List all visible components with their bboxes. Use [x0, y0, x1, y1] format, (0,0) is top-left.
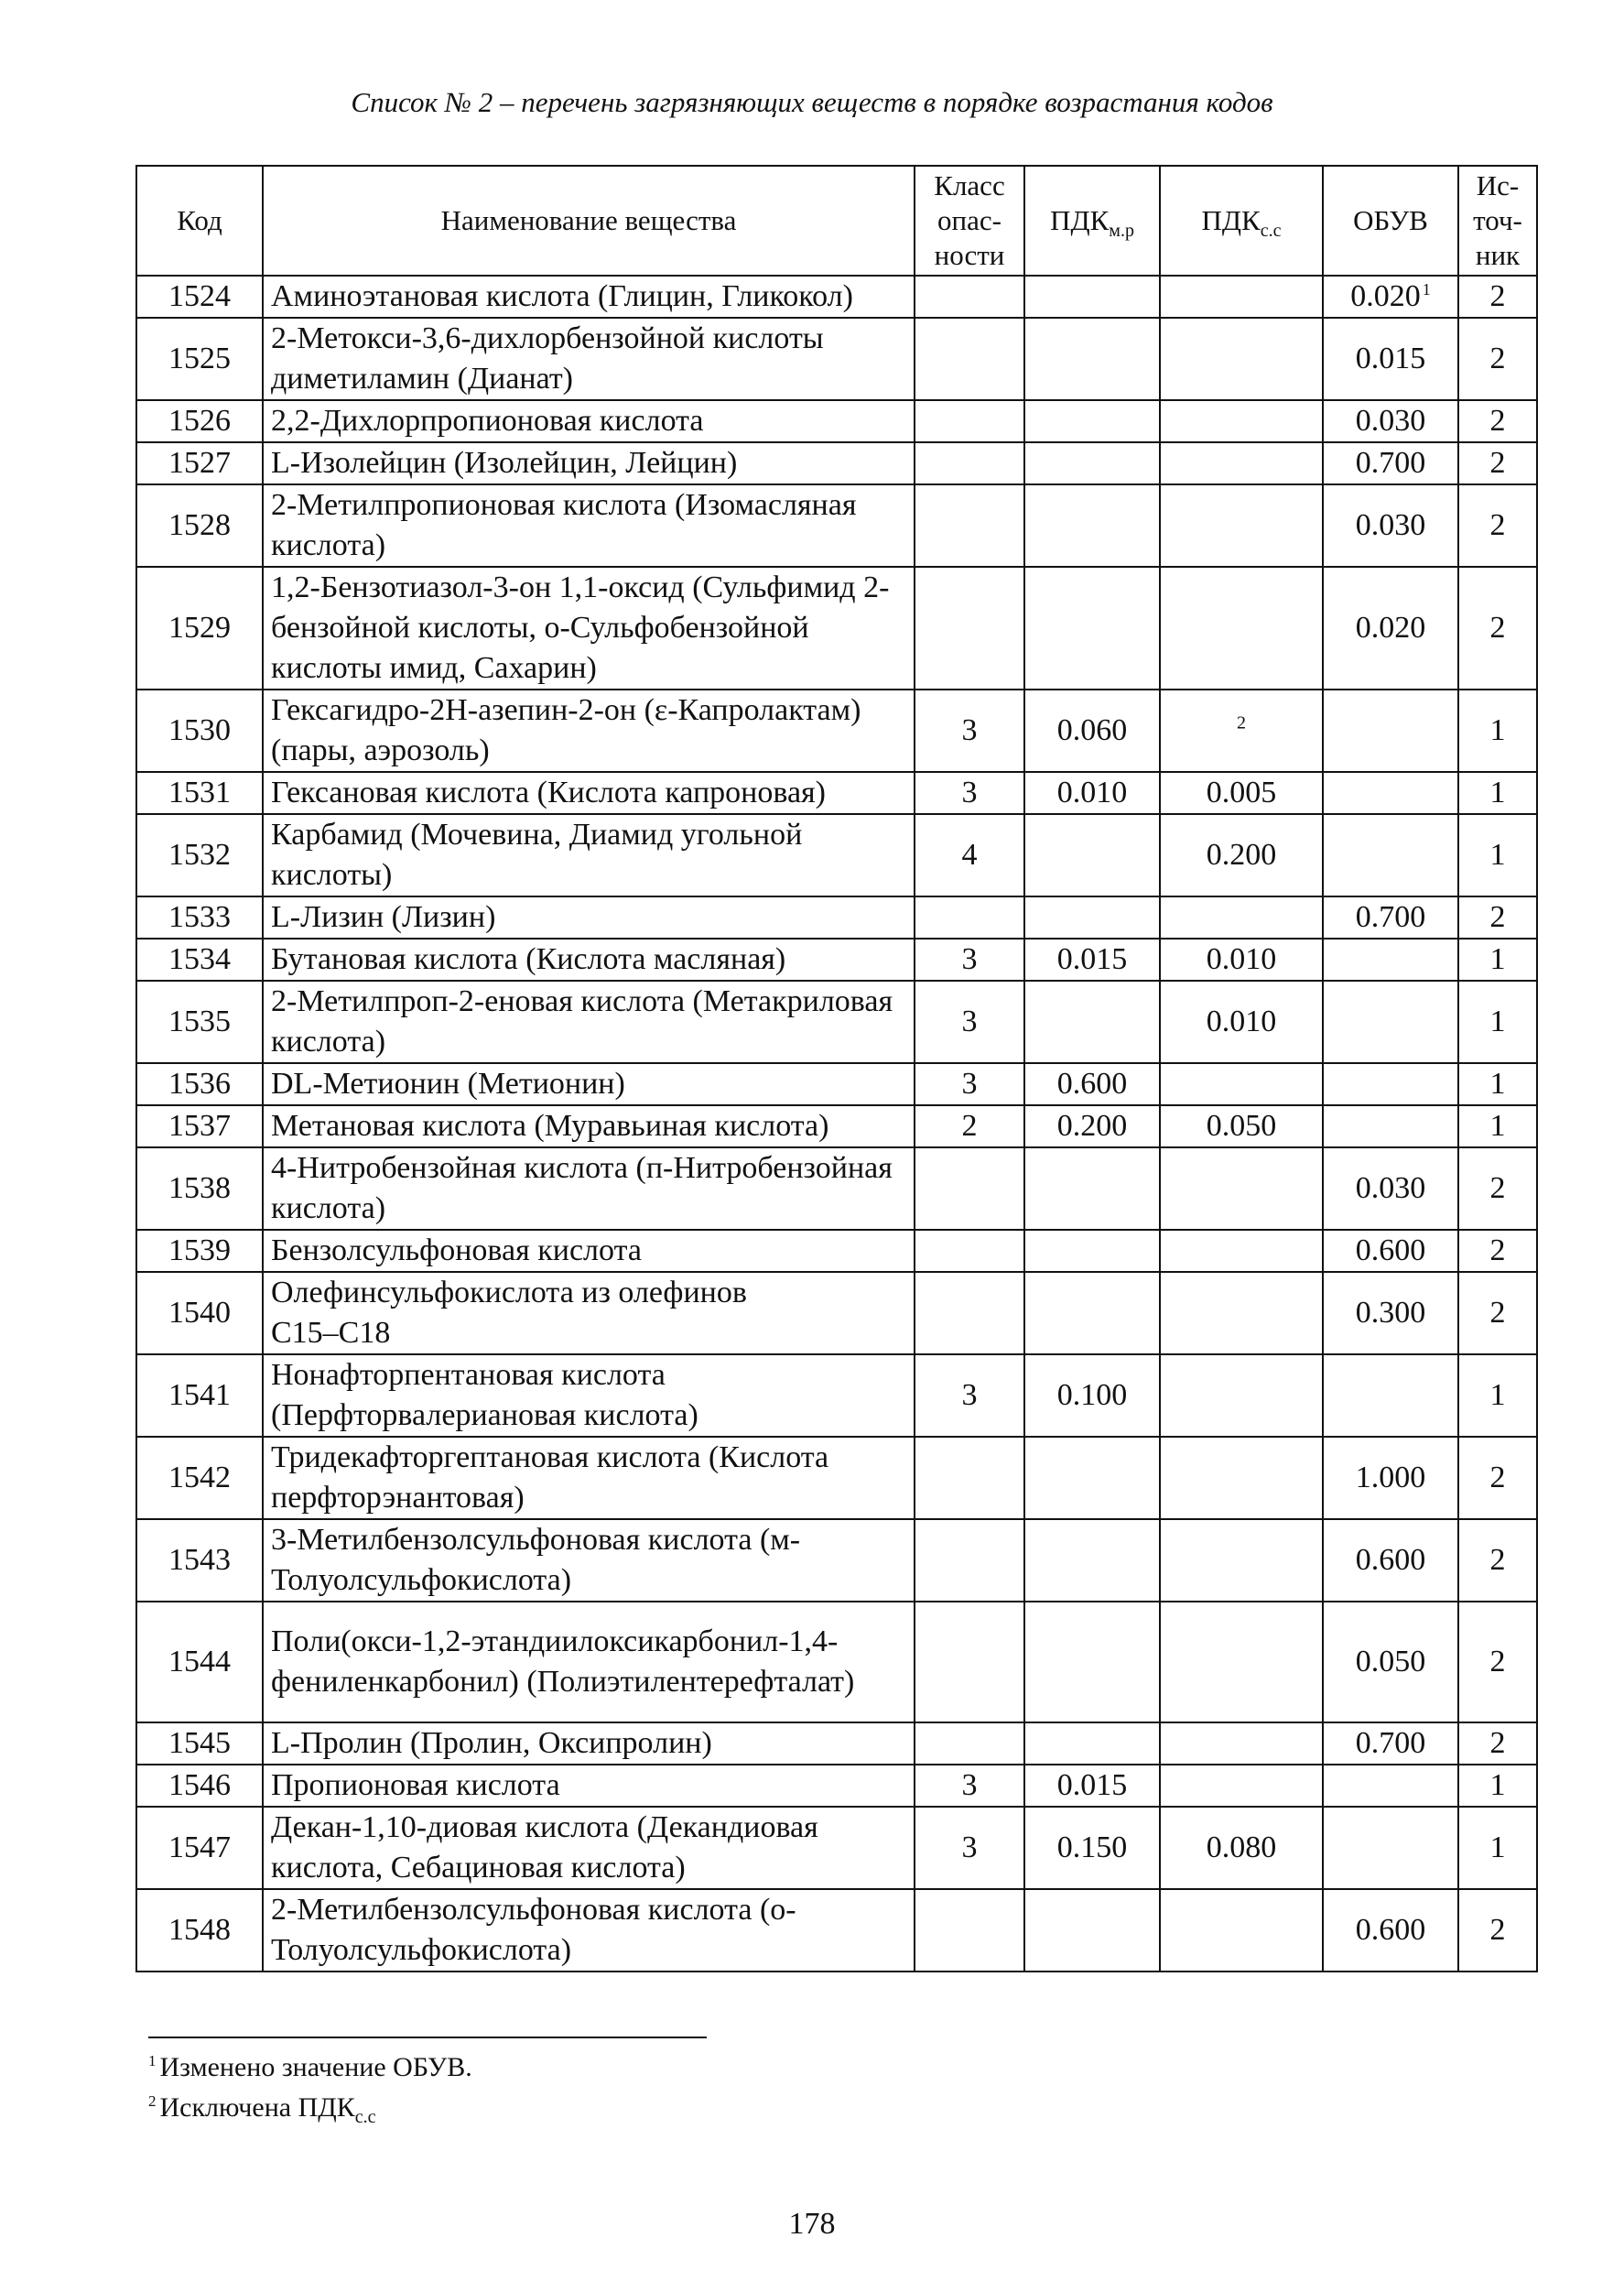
- cell-pdk-mr: [1024, 896, 1160, 939]
- cell-name: [263, 318, 915, 400]
- cell-pdk-ss: [1160, 1230, 1323, 1272]
- footnote-marker: 1: [1422, 279, 1431, 299]
- header-obuv: ОБУВ: [1323, 166, 1458, 276]
- cell-name: [263, 1437, 915, 1519]
- cell-pdk-mr: [1024, 276, 1160, 318]
- cell-code: 1529: [136, 567, 263, 690]
- cell-obuv: [1323, 442, 1458, 484]
- cell-obuv: [1323, 1722, 1458, 1765]
- cell-pdk-mr: [1024, 814, 1160, 896]
- cell-hazard-class: [915, 567, 1024, 690]
- cell-name: [263, 442, 915, 484]
- cell-hazard-class: 3: [915, 939, 1024, 981]
- table-row: [136, 1063, 1537, 1105]
- substance-name: Тридекафторгептановая кислота (Кислота перфторэнантовая): [271, 1440, 829, 1515]
- obuv-value: 0.015: [1355, 342, 1426, 375]
- cell-pdk-mr: [1024, 981, 1160, 1063]
- cell-hazard-class: 4: [915, 814, 1024, 896]
- cell-pdk-ss: [1160, 772, 1323, 814]
- cell-name: [263, 400, 915, 442]
- cell-source: 1: [1458, 1063, 1537, 1105]
- cell-code: 1524: [136, 276, 263, 318]
- cell-pdk-ss: [1160, 1889, 1323, 1972]
- substance-name: Гексагидро-2Н-азепин-2-он (ε-Капролактам) (пары, аэрозоль): [271, 693, 861, 767]
- cell-pdk-mr: [1024, 1437, 1160, 1519]
- substance-name: 2-Метилпроп-2-еновая кислота (Метакриловая кислота): [271, 984, 893, 1059]
- obuv-value: 0.700: [1355, 900, 1426, 934]
- obuv-value: 0.030: [1355, 1171, 1426, 1205]
- cell-code: 1531: [136, 772, 263, 814]
- cell-name: [263, 1272, 915, 1354]
- substance-name: Метановая кислота (Муравьиная кислота): [271, 1109, 829, 1143]
- cell-source: 2: [1458, 1602, 1537, 1722]
- table-row: [136, 276, 1537, 318]
- cell-name: [263, 939, 915, 981]
- cell-hazard-class: [915, 896, 1024, 939]
- cell-source: 1: [1458, 690, 1537, 772]
- cell-obuv: [1323, 318, 1458, 400]
- substance-name: Пропионовая кислота: [271, 1768, 560, 1802]
- cell-obuv: [1323, 1105, 1458, 1147]
- cell-pdk-ss: [1160, 442, 1323, 484]
- cell-source: 2: [1458, 484, 1537, 567]
- cell-source: 2: [1458, 1889, 1537, 1972]
- substance-name: Карбамид (Мочевина, Диамид угольной кислоты): [271, 818, 803, 892]
- obuv-value: 0.030: [1355, 404, 1426, 438]
- cell-code: 1528: [136, 484, 263, 567]
- cell-pdk-mr: 0.015: [1024, 939, 1160, 981]
- cell-pdk-mr: [1024, 318, 1160, 400]
- substance-name: 2-Метилпропионовая кислота (Изомасляная кислота): [271, 488, 857, 562]
- cell-code: 1536: [136, 1063, 263, 1105]
- table-row: [136, 400, 1537, 442]
- cell-pdk-mr: [1024, 1722, 1160, 1765]
- cell-pdk-mr: 0.100: [1024, 1354, 1160, 1437]
- header-code: Код: [136, 166, 263, 276]
- cell-pdk-ss: [1160, 318, 1323, 400]
- cell-pdk-ss: [1160, 981, 1323, 1063]
- cell-pdk-ss: [1160, 1437, 1323, 1519]
- cell-code: 1535: [136, 981, 263, 1063]
- cell-name: [263, 814, 915, 896]
- cell-source: 1: [1458, 814, 1537, 896]
- cell-name: [263, 1230, 915, 1272]
- table-row: [136, 1722, 1537, 1765]
- table-row: [136, 1147, 1537, 1230]
- cell-source: 1: [1458, 1354, 1537, 1437]
- cell-obuv: [1323, 400, 1458, 442]
- cell-hazard-class: [915, 484, 1024, 567]
- cell-pdk-mr: [1024, 1889, 1160, 1972]
- cell-hazard-class: 3: [915, 772, 1024, 814]
- cell-pdk-ss: [1160, 1602, 1323, 1722]
- table-row: [136, 1807, 1537, 1889]
- cell-obuv: [1323, 276, 1458, 318]
- cell-hazard-class: [915, 1722, 1024, 1765]
- cell-pdk-mr: [1024, 1519, 1160, 1602]
- substance-name: Нонафторпентановая кислота (Перфторвалериановая кислота): [271, 1358, 698, 1432]
- obuv-value: 0.020: [1355, 611, 1426, 645]
- cell-source: 2: [1458, 1437, 1537, 1519]
- table-row: [136, 1889, 1537, 1972]
- pdk-ss-value: 0.080: [1206, 1830, 1277, 1864]
- substance-name: Гексановая кислота (Кислота капроновая): [271, 776, 827, 809]
- cell-name: [263, 1105, 915, 1147]
- cell-obuv: [1323, 1354, 1458, 1437]
- page-number: 178: [788, 2207, 836, 2241]
- cell-code: 1538: [136, 1147, 263, 1230]
- substances-table: [135, 165, 1538, 1972]
- cell-code: 1545: [136, 1722, 263, 1765]
- pdk-ss-value: 0.010: [1206, 942, 1277, 976]
- substance-name: Бензолсульфоновая кислота: [271, 1233, 642, 1267]
- cell-hazard-class: 3: [915, 1063, 1024, 1105]
- cell-pdk-ss: [1160, 1272, 1323, 1354]
- cell-code: 1544: [136, 1602, 263, 1722]
- cell-code: 1527: [136, 442, 263, 484]
- table-row: [136, 939, 1537, 981]
- cell-code: 1543: [136, 1519, 263, 1602]
- cell-code: 1546: [136, 1765, 263, 1807]
- cell-code: 1548: [136, 1889, 263, 1972]
- cell-name: [263, 1354, 915, 1437]
- cell-obuv: [1323, 1807, 1458, 1889]
- substance-name: Декан-1,10-диовая кислота (Декандиовая кислота, Себациновая кислота): [271, 1810, 818, 1885]
- cell-hazard-class: [915, 1147, 1024, 1230]
- table-row: [136, 1105, 1537, 1147]
- cell-pdk-ss: [1160, 1354, 1323, 1437]
- substance-name: 1,2-Бензотиазол-3-он 1,1-оксид (Сульфимид 2-бензойной кислоты, о-Сульфобензойной кислоты имид, Сахарин): [271, 570, 890, 685]
- obuv-value: 0.700: [1355, 1726, 1426, 1760]
- table-row: [136, 1354, 1537, 1437]
- cell-source: 1: [1458, 981, 1537, 1063]
- obuv-value: 0.600: [1355, 1913, 1426, 1947]
- cell-hazard-class: [915, 1437, 1024, 1519]
- table-row: [136, 1272, 1537, 1354]
- cell-name: [263, 1765, 915, 1807]
- cell-code: 1525: [136, 318, 263, 400]
- cell-pdk-mr: 0.010: [1024, 772, 1160, 814]
- table-row: [136, 442, 1537, 484]
- table-row: [136, 1230, 1537, 1272]
- cell-source: 2: [1458, 400, 1537, 442]
- cell-pdk-ss: [1160, 276, 1323, 318]
- cell-name: [263, 1722, 915, 1765]
- cell-pdk-ss: [1160, 1063, 1323, 1105]
- substance-name: Аминоэтановая кислота (Глицин, Гликокол): [271, 279, 853, 313]
- cell-obuv: [1323, 1063, 1458, 1105]
- cell-obuv: [1323, 896, 1458, 939]
- cell-pdk-mr: [1024, 1147, 1160, 1230]
- cell-obuv: [1323, 1230, 1458, 1272]
- footnote-1: $^1$ Изменено значение ОБУВ.: [148, 2052, 472, 2082]
- cell-obuv: [1323, 484, 1458, 567]
- cell-name: [263, 1889, 915, 1972]
- cell-source: 2: [1458, 1147, 1537, 1230]
- cell-code: 1539: [136, 1230, 263, 1272]
- cell-source: 2: [1458, 276, 1537, 318]
- cell-pdk-mr: 0.060: [1024, 690, 1160, 772]
- cell-pdk-ss: [1160, 484, 1323, 567]
- cell-pdk-ss: [1160, 896, 1323, 939]
- substance-name: 2-Метилбензолсульфоновая кислота (о-Толуолсульфокислота): [271, 1893, 796, 1967]
- obuv-value: 1.000: [1355, 1461, 1426, 1494]
- cell-hazard-class: 3: [915, 1765, 1024, 1807]
- cell-hazard-class: [915, 1272, 1024, 1354]
- cell-source: 2: [1458, 1722, 1537, 1765]
- cell-name: [263, 1602, 915, 1722]
- cell-code: 1534: [136, 939, 263, 981]
- cell-name: [263, 772, 915, 814]
- cell-code: 1540: [136, 1272, 263, 1354]
- cell-pdk-mr: [1024, 1272, 1160, 1354]
- cell-pdk-mr: [1024, 1230, 1160, 1272]
- pdk-ss-value: 0.200: [1206, 838, 1277, 872]
- obuv-value: 0.050: [1355, 1645, 1426, 1678]
- obuv-value: 0.600: [1355, 1233, 1426, 1267]
- footnotes: [148, 2048, 472, 2128]
- cell-obuv: [1323, 1272, 1458, 1354]
- pdk-ss-value: 0.005: [1206, 776, 1277, 809]
- cell-code: 1530: [136, 690, 263, 772]
- substance-name-tail: C15–C18: [271, 1316, 391, 1350]
- substance-name: 2,2-Дихлорпропионовая кислота: [271, 404, 704, 438]
- obuv-value: 0.030: [1355, 508, 1426, 542]
- cell-source: 2: [1458, 1230, 1537, 1272]
- header-hazard-class: Класс опас- ности: [915, 166, 1024, 276]
- cell-name: [263, 1519, 915, 1602]
- table-row: [136, 1519, 1537, 1602]
- obuv-value: 0.300: [1355, 1296, 1426, 1330]
- cell-obuv: [1323, 1437, 1458, 1519]
- cell-pdk-mr: 0.015: [1024, 1765, 1160, 1807]
- cell-pdk-ss: [1160, 1519, 1323, 1602]
- cell-code: 1526: [136, 400, 263, 442]
- cell-source: 2: [1458, 442, 1537, 484]
- cell-obuv: [1323, 1519, 1458, 1602]
- header-source: Ис- точ- ник: [1458, 166, 1537, 276]
- cell-hazard-class: 3: [915, 1807, 1024, 1889]
- cell-pdk-ss: [1160, 814, 1323, 896]
- cell-pdk-mr: [1024, 567, 1160, 690]
- substance-name: 2-Метокси-3,6-дихлорбензойной кислоты диметиламин (Дианат): [271, 321, 824, 396]
- cell-pdk-mr: 0.200: [1024, 1105, 1160, 1147]
- cell-code: 1541: [136, 1354, 263, 1437]
- substance-name: DL-Метионин (Метионин): [271, 1067, 625, 1101]
- cell-obuv: [1323, 690, 1458, 772]
- table-row: [136, 814, 1537, 896]
- cell-name: [263, 1147, 915, 1230]
- cell-hazard-class: [915, 1230, 1024, 1272]
- cell-pdk-ss: [1160, 1147, 1323, 1230]
- cell-hazard-class: [915, 318, 1024, 400]
- cell-source: 2: [1458, 567, 1537, 690]
- cell-hazard-class: 3: [915, 1354, 1024, 1437]
- table-row: [136, 690, 1537, 772]
- cell-pdk-ss: [1160, 1807, 1323, 1889]
- footnote-divider: [148, 2037, 707, 2038]
- cell-pdk-mr: [1024, 484, 1160, 567]
- table-row: [136, 1437, 1537, 1519]
- cell-source: 1: [1458, 1765, 1537, 1807]
- cell-name: [263, 1063, 915, 1105]
- obuv-value: 0.700: [1355, 446, 1426, 480]
- substance-name: Олефинсульфокислота из олефинов: [271, 1276, 747, 1309]
- cell-hazard-class: [915, 442, 1024, 484]
- cell-source: 2: [1458, 896, 1537, 939]
- header-pdk-ss: $ПДК_{с.с}$: [1160, 166, 1323, 276]
- cell-pdk-mr: [1024, 442, 1160, 484]
- cell-source: 1: [1458, 772, 1537, 814]
- table-body: [136, 276, 1537, 1972]
- footnote-2: $^2$ Исключена $ПДК_{с.с}$: [148, 2092, 376, 2127]
- cell-obuv: [1323, 1889, 1458, 1972]
- cell-obuv: [1323, 981, 1458, 1063]
- cell-obuv: [1323, 567, 1458, 690]
- cell-source: 1: [1458, 1807, 1537, 1889]
- cell-source: 1: [1458, 1105, 1537, 1147]
- cell-name: [263, 690, 915, 772]
- cell-hazard-class: [915, 276, 1024, 318]
- cell-name: [263, 276, 915, 318]
- substance-name: Поли(окси-1,2-этандиилоксикарбонил-1,4-фениленкарбонил) (Полиэтилентерефталат): [271, 1624, 855, 1699]
- cell-code: 1537: [136, 1105, 263, 1147]
- cell-hazard-class: 3: [915, 981, 1024, 1063]
- cell-pdk-mr: [1024, 1602, 1160, 1722]
- cell-hazard-class: [915, 400, 1024, 442]
- cell-pdk-ss: [1160, 690, 1323, 772]
- substance-name: 4-Нитробензойная кислота (п-Нитробензойная кислота): [271, 1151, 893, 1225]
- cell-obuv: [1323, 772, 1458, 814]
- table-row: [136, 567, 1537, 690]
- cell-obuv: [1323, 939, 1458, 981]
- pdk-ss-value: 0.010: [1206, 1005, 1277, 1038]
- cell-hazard-class: [915, 1889, 1024, 1972]
- cell-code: 1547: [136, 1807, 263, 1889]
- table-row: [136, 1602, 1537, 1722]
- cell-name: [263, 896, 915, 939]
- cell-pdk-mr: [1024, 400, 1160, 442]
- cell-obuv: [1323, 1765, 1458, 1807]
- substance-name: L-Лизин (Лизин): [271, 900, 496, 934]
- substance-name: L-Пролин (Пролин, Оксипролин): [271, 1726, 712, 1760]
- table-row: [136, 1765, 1537, 1807]
- cell-code: 1542: [136, 1437, 263, 1519]
- page-title: Список № 2 – перечень загрязняющих веществ в порядке возрастания кодов: [351, 86, 1273, 118]
- header-name: Наименование вещества: [263, 166, 915, 276]
- pdk-ss-value: 0.050: [1206, 1109, 1277, 1143]
- substance-name: L-Изолейцин (Изолейцин, Лейцин): [271, 446, 738, 480]
- cell-obuv: [1323, 1602, 1458, 1722]
- cell-pdk-ss: [1160, 1722, 1323, 1765]
- cell-pdk-mr: 0.150: [1024, 1807, 1160, 1889]
- cell-code: 1532: [136, 814, 263, 896]
- substance-name: 3-Метилбензолсульфоновая кислота (м-Толуолсульфокислота): [271, 1523, 801, 1597]
- cell-pdk-ss: [1160, 400, 1323, 442]
- substance-name: Бутановая кислота (Кислота масляная): [271, 942, 786, 976]
- cell-name: [263, 1807, 915, 1889]
- cell-obuv: [1323, 814, 1458, 896]
- cell-obuv: [1323, 1147, 1458, 1230]
- cell-name: [263, 981, 915, 1063]
- cell-hazard-class: 2: [915, 1105, 1024, 1147]
- cell-pdk-ss: [1160, 1105, 1323, 1147]
- table-row: [136, 772, 1537, 814]
- cell-name: [263, 484, 915, 567]
- cell-source: 2: [1458, 1519, 1537, 1602]
- table-row: [136, 981, 1537, 1063]
- cell-pdk-ss: [1160, 567, 1323, 690]
- obuv-value: 0.600: [1355, 1543, 1426, 1577]
- cell-hazard-class: 3: [915, 690, 1024, 772]
- cell-pdk-ss: [1160, 1765, 1323, 1807]
- table-header-row: [136, 166, 1537, 276]
- cell-source: 2: [1458, 318, 1537, 400]
- cell-source: 2: [1458, 1272, 1537, 1354]
- table-row: [136, 484, 1537, 567]
- cell-name: [263, 567, 915, 690]
- header-pdk-mr: $ПДК_{м.р}$: [1024, 166, 1160, 276]
- table-row: [136, 318, 1537, 400]
- cell-hazard-class: [915, 1602, 1024, 1722]
- cell-pdk-mr: 0.600: [1024, 1063, 1160, 1105]
- cell-pdk-ss: [1160, 939, 1323, 981]
- cell-hazard-class: [915, 1519, 1024, 1602]
- cell-source: 1: [1458, 939, 1537, 981]
- cell-code: 1533: [136, 896, 263, 939]
- table-row: [136, 896, 1537, 939]
- obuv-value: 0.020: [1350, 279, 1421, 313]
- footnote-marker: 2: [1237, 712, 1246, 733]
